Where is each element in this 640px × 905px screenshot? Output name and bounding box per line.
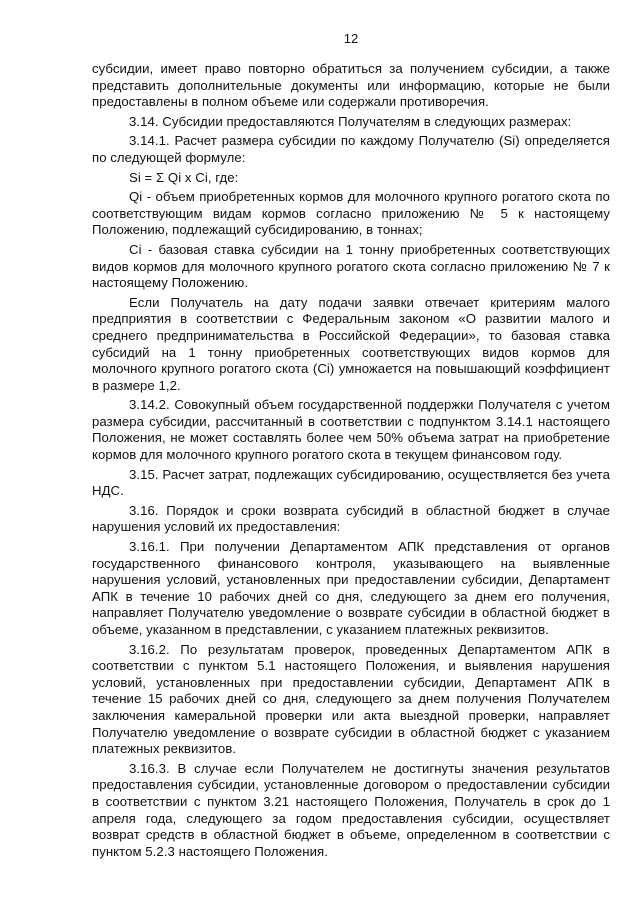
- paragraph-3-16: 3.16. Порядок и сроки возврата субсидий в областной бюджет в случае нарушения условий их предоставления:: [92, 502, 610, 535]
- page-number: 12: [343, 31, 359, 46]
- paragraph-3-14: 3.14. Субсидии предоставляются Получателям в следующих размерах:: [129, 113, 572, 129]
- paragraph-3-16-3: 3.16.3. В случае если Получателем не достигнуты значения результатов предоставления субсидии, установленные договором о предоставлении субсидии в соответствии с пунктом 3.21 настоящего Положения, Получатель в срок до 1 апреля года, следующего за годом предоставления субсидии, осуществляет возврат средств в областной бюджет в объеме, определенном в соответствии с пунктом 5.2.3 настоящего Положения.: [92, 760, 610, 859]
- formula-line: Si = Σ Qi x Ci, где:: [129, 169, 239, 185]
- paragraph-3-15: 3.15. Расчет затрат, подлежащих субсидированию, осуществляется без учета НДС.: [92, 466, 610, 499]
- paragraph-3-14-1: 3.14.1. Расчет размера субсидии по каждому Получателю (Si) определяется по следующей формуле:: [92, 133, 610, 165]
- paragraph-qi-definition: Qi - объем приобретенных кормов для молочного крупного рогатого скота по соответствующим видам кормов согласно приложению № 5 к настоящему Положению, подлежащий субсидированию, в тоннах;: [92, 189, 610, 238]
- paragraph-3-14-2: 3.14.2. Совокупный объем государственной поддержки Получателя с учетом размера субсидии, рассчитанный в соответствии с подпунктом 3.14.1 настоящего Положения, не может составлять более чем 50% объема затрат на приобретение кормов для молочного крупного рогатого скота в текущем финансовом году.: [92, 397, 610, 463]
- paragraph-small-enterprise: Если Получатель на дату подачи заявки отвечает критериям малого предприятия в соответствии с Федеральным законом «О развитии малого и среднего предпринимательства в Российской Федерации», то базовая ставка субсидий на 1 тонну приобретенных соответствующих видов кормов для молочного крупного рогатого скота (Ci) умножается на повышающий коэффициент в размере 1,2.: [92, 294, 610, 393]
- paragraph-continuation: субсидии, имеет право повторно обратиться за получением субсидии, а также представить дополнительные документы или информацию, которые не были предоставлены в полном объеме или содержали противоречия.: [92, 61, 610, 110]
- paragraph-3-16-1: 3.16.1. При получении Департаментом АПК представления от органов государственного финансового контроля, указывающего на выявленные нарушения условий, установленных при предоставлении субсидии, Департамент АПК в течение 10 рабочих дней со дня, следующего за днем его получения, направляет Получателю уведомление о возврате субсидии в областной бюджет в объеме, указанном в представлении, с указанием платежных реквизитов.: [92, 539, 610, 637]
- paragraph-3-16-2: 3.16.2. По результатам проверок, проведенных Департаментом АПК в соответствии с пунктом 5.1 настоящего Положения, и выявления нарушения условий, установленных при предоставлении субсидии, Департамент АПК в течение 15 рабочих дней со дня, следующего за днем получения Получателем заключения камеральной проверки или акта выездной проверки, направляет Получателю уведомление о возврате субсидии в областной бюджет с указанием платежных реквизитов.: [92, 641, 610, 757]
- document-page: [92, 30, 610, 863]
- paragraph-ci-definition: Ci - базовая ставка субсидии на 1 тонну приобретенных соответствующих видов кормов для молочного крупного рогатого скота согласно приложению № 7 к настоящему Положению.: [92, 241, 610, 291]
